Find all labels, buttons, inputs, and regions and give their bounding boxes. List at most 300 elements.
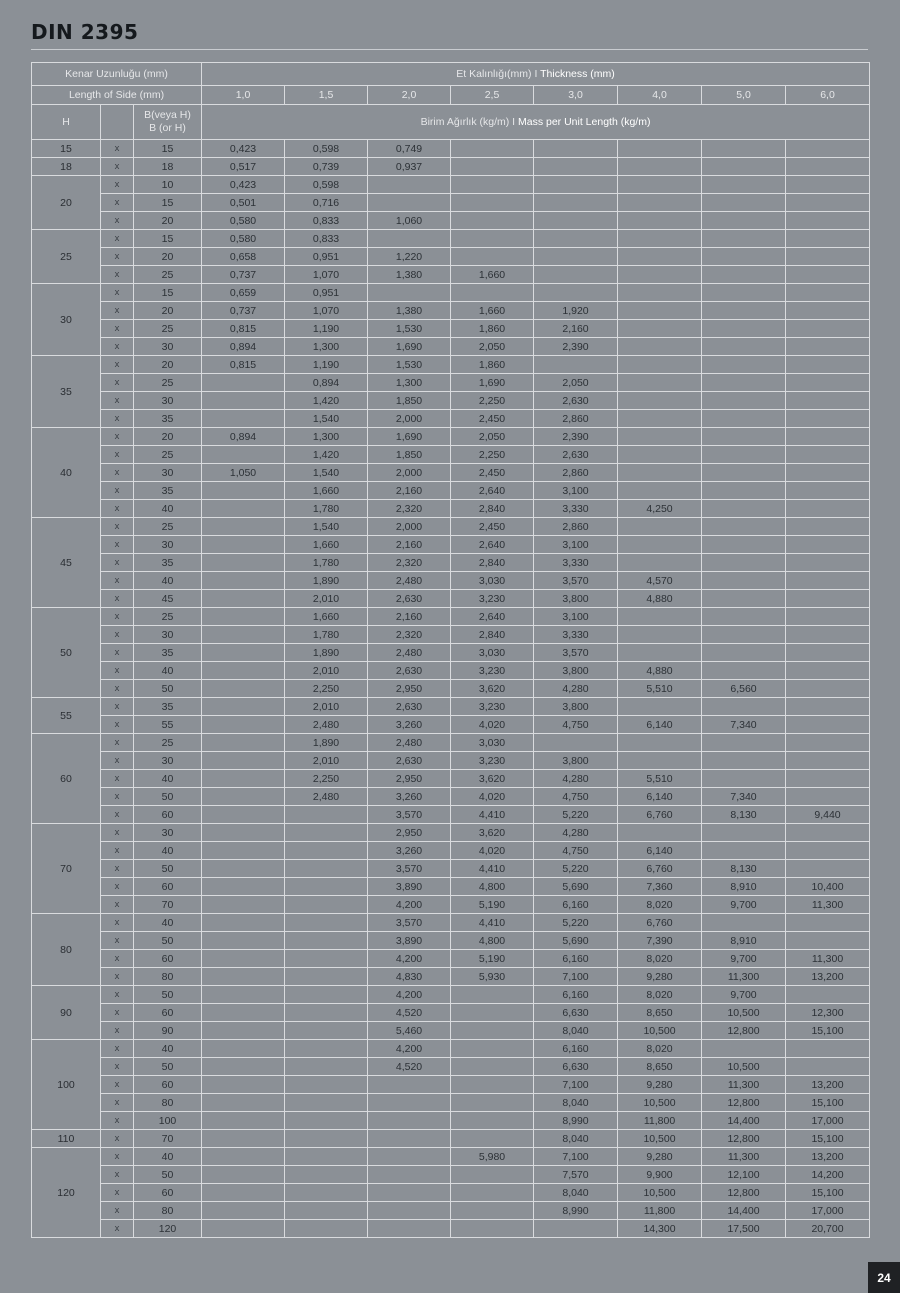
mass-value xyxy=(786,626,870,644)
mass-value: 3,620 xyxy=(451,824,534,842)
mass-value xyxy=(451,1166,534,1184)
mass-value: 11,800 xyxy=(618,1202,702,1220)
mass-value xyxy=(786,734,870,752)
mass-value xyxy=(786,554,870,572)
mass-value: 2,480 xyxy=(368,644,451,662)
mass-value xyxy=(285,824,368,842)
mass-value: 5,220 xyxy=(534,806,618,824)
mass-value xyxy=(202,500,285,518)
mass-value: 2,630 xyxy=(368,752,451,770)
mass-value: 1,070 xyxy=(285,302,368,320)
mass-value: 14,400 xyxy=(702,1112,786,1130)
mass-value xyxy=(202,1112,285,1130)
mass-value: 5,690 xyxy=(534,878,618,896)
mass-value: 1,690 xyxy=(451,374,534,392)
thickness-label-en: Thickness (mm) xyxy=(540,67,615,80)
mass-value: 1,660 xyxy=(285,608,368,626)
mass-value: 4,020 xyxy=(451,842,534,860)
table-row xyxy=(32,842,870,860)
mass-value xyxy=(451,248,534,266)
mass-value: 6,140 xyxy=(618,842,702,860)
table-row xyxy=(32,1130,870,1148)
mass-value xyxy=(702,140,786,158)
mass-value: 10,500 xyxy=(702,1058,786,1076)
times-sign: x xyxy=(101,1148,134,1166)
thickness-value: 4,0 xyxy=(618,86,702,105)
h-value: 15 xyxy=(32,140,101,158)
b-value: 30 xyxy=(134,824,202,842)
mass-value xyxy=(534,284,618,302)
mass-value: 0,951 xyxy=(285,248,368,266)
mass-value: 12,300 xyxy=(786,1004,870,1022)
mass-value: 6,760 xyxy=(618,914,702,932)
mass-value xyxy=(285,1112,368,1130)
table-row xyxy=(32,446,870,464)
mass-value xyxy=(618,428,702,446)
mass-value: 10,400 xyxy=(786,878,870,896)
b-value: 40 xyxy=(134,1148,202,1166)
mass-value: 5,220 xyxy=(534,914,618,932)
b-value: 60 xyxy=(134,1184,202,1202)
mass-value xyxy=(786,320,870,338)
mass-value xyxy=(618,464,702,482)
mass-value: 8,650 xyxy=(618,1058,702,1076)
mass-value xyxy=(786,482,870,500)
mass-value: 1,300 xyxy=(368,374,451,392)
column-h-header: H xyxy=(32,105,101,140)
mass-value xyxy=(618,392,702,410)
mass-value: 3,800 xyxy=(534,590,618,608)
mass-value xyxy=(534,140,618,158)
mass-value xyxy=(786,194,870,212)
mass-value: 1,780 xyxy=(285,554,368,572)
mass-value xyxy=(451,1058,534,1076)
thickness-header xyxy=(202,63,870,86)
mass-value: 10,500 xyxy=(618,1130,702,1148)
b-value: 15 xyxy=(134,140,202,158)
mass-label-en: Mass per Unit Length (kg/m) xyxy=(518,115,651,128)
times-sign: x xyxy=(101,914,134,932)
mass-value: 1,190 xyxy=(285,356,368,374)
times-sign: x xyxy=(101,554,134,572)
mass-value: 2,160 xyxy=(368,608,451,626)
page-number: 24 xyxy=(868,1262,900,1293)
mass-value: 2,640 xyxy=(451,482,534,500)
mass-value: 11,300 xyxy=(702,1076,786,1094)
mass-value xyxy=(202,1004,285,1022)
table-row xyxy=(32,1058,870,1076)
mass-value: 1,690 xyxy=(368,338,451,356)
times-sign: x xyxy=(101,896,134,914)
mass-value: 2,010 xyxy=(285,590,368,608)
mass-value: 1,860 xyxy=(451,356,534,374)
mass-value: 11,300 xyxy=(786,896,870,914)
mass-value: 2,630 xyxy=(534,446,618,464)
b-value: 25 xyxy=(134,446,202,464)
b-value: 90 xyxy=(134,1022,202,1040)
times-sign: x xyxy=(101,356,134,374)
mass-value xyxy=(368,1202,451,1220)
mass-value xyxy=(202,392,285,410)
mass-value: 0,739 xyxy=(285,158,368,176)
mass-value: 2,250 xyxy=(285,770,368,788)
b-value: 25 xyxy=(134,518,202,536)
mass-value xyxy=(285,1202,368,1220)
mass-value xyxy=(786,302,870,320)
mass-value xyxy=(451,140,534,158)
b-value: 40 xyxy=(134,662,202,680)
times-sign: x xyxy=(101,446,134,464)
times-sign: x xyxy=(101,230,134,248)
mass-value xyxy=(202,1184,285,1202)
mass-value xyxy=(702,248,786,266)
b-value: 18 xyxy=(134,158,202,176)
mass-value: 3,030 xyxy=(451,572,534,590)
mass-value xyxy=(618,608,702,626)
mass-value: 12,800 xyxy=(702,1022,786,1040)
mass-value: 2,160 xyxy=(368,482,451,500)
table-row xyxy=(32,698,870,716)
mass-value: 4,020 xyxy=(451,716,534,734)
mass-value xyxy=(618,320,702,338)
mass-value xyxy=(202,374,285,392)
times-sign: x xyxy=(101,482,134,500)
mass-value: 2,860 xyxy=(534,410,618,428)
mass-value xyxy=(451,1040,534,1058)
mass-value: 15,100 xyxy=(786,1130,870,1148)
mass-value: 2,000 xyxy=(368,410,451,428)
mass-value xyxy=(702,446,786,464)
mass-value xyxy=(368,1112,451,1130)
mass-value xyxy=(702,572,786,590)
mass-value xyxy=(202,1130,285,1148)
b-value: 60 xyxy=(134,806,202,824)
mass-value: 4,750 xyxy=(534,788,618,806)
h-value: 35 xyxy=(32,356,101,428)
mass-value: 2,630 xyxy=(368,698,451,716)
times-sign: x xyxy=(101,770,134,788)
mass-value: 7,570 xyxy=(534,1166,618,1184)
mass-value xyxy=(202,554,285,572)
table-row xyxy=(32,1094,870,1112)
mass-value: 3,620 xyxy=(451,680,534,698)
table-row xyxy=(32,932,870,950)
mass-value xyxy=(618,158,702,176)
table-row xyxy=(32,914,870,932)
mass-value: 3,570 xyxy=(368,806,451,824)
mass-value: 4,410 xyxy=(451,914,534,932)
mass-value xyxy=(285,860,368,878)
mass-value xyxy=(786,824,870,842)
mass-value xyxy=(285,806,368,824)
mass-value: 5,460 xyxy=(368,1022,451,1040)
b-value: 80 xyxy=(134,1094,202,1112)
mass-value xyxy=(202,806,285,824)
mass-value: 4,830 xyxy=(368,968,451,986)
table-row xyxy=(32,158,870,176)
table-row xyxy=(32,806,870,824)
mass-value: 0,833 xyxy=(285,212,368,230)
h-value: 110 xyxy=(32,1130,101,1148)
mass-value: 1,190 xyxy=(285,320,368,338)
mass-value: 0,423 xyxy=(202,140,285,158)
column-b-header-line2: B (or H) xyxy=(149,122,186,134)
mass-value: 0,937 xyxy=(368,158,451,176)
mass-value xyxy=(786,518,870,536)
mass-value: 3,030 xyxy=(451,734,534,752)
mass-value: 15,100 xyxy=(786,1094,870,1112)
table-row xyxy=(32,1022,870,1040)
mass-value xyxy=(202,1148,285,1166)
times-sign: x xyxy=(101,1040,134,1058)
table-row xyxy=(32,140,870,158)
b-value: 100 xyxy=(134,1112,202,1130)
mass-value xyxy=(534,230,618,248)
mass-value xyxy=(618,554,702,572)
mass-value: 3,330 xyxy=(534,626,618,644)
mass-value: 4,200 xyxy=(368,986,451,1004)
mass-value: 8,040 xyxy=(534,1184,618,1202)
mass-value xyxy=(202,788,285,806)
mass-value: 2,250 xyxy=(451,446,534,464)
mass-value xyxy=(786,932,870,950)
mass-value xyxy=(786,1040,870,1058)
mass-value: 0,716 xyxy=(285,194,368,212)
b-value: 40 xyxy=(134,770,202,788)
mass-value xyxy=(702,500,786,518)
mass-value: 10,500 xyxy=(618,1094,702,1112)
mass-value xyxy=(202,698,285,716)
mass-value xyxy=(702,824,786,842)
column-b-header-line1: B(veya H) xyxy=(144,109,191,121)
mass-value: 1,660 xyxy=(451,266,534,284)
mass-value xyxy=(451,194,534,212)
thickness-label-tr: Et Kalınlığı(mm) xyxy=(456,67,532,80)
table-row xyxy=(32,338,870,356)
mass-value xyxy=(702,284,786,302)
mass-value xyxy=(618,302,702,320)
mass-value xyxy=(702,734,786,752)
mass-value: 5,220 xyxy=(534,860,618,878)
mass-value: 3,800 xyxy=(534,698,618,716)
mass-value: 0,737 xyxy=(202,266,285,284)
mass-value xyxy=(618,248,702,266)
mass-value: 2,050 xyxy=(451,338,534,356)
mass-value: 13,200 xyxy=(786,1148,870,1166)
b-value: 20 xyxy=(134,302,202,320)
mass-value: 2,250 xyxy=(451,392,534,410)
mass-value: 0,598 xyxy=(285,176,368,194)
mass-value xyxy=(618,536,702,554)
mass-value xyxy=(786,140,870,158)
mass-value: 8,130 xyxy=(702,806,786,824)
h-value: 55 xyxy=(32,698,101,734)
mass-value xyxy=(786,770,870,788)
mass-value: 14,400 xyxy=(702,1202,786,1220)
mass-value xyxy=(786,500,870,518)
mass-value: 2,320 xyxy=(368,554,451,572)
mass-value: 1,380 xyxy=(368,266,451,284)
mass-value: 0,423 xyxy=(202,176,285,194)
mass-value: 0,894 xyxy=(285,374,368,392)
mass-value: 0,749 xyxy=(368,140,451,158)
mass-value: 2,010 xyxy=(285,698,368,716)
b-value: 60 xyxy=(134,1076,202,1094)
mass-value: 9,900 xyxy=(618,1166,702,1184)
mass-value: 4,800 xyxy=(451,932,534,950)
mass-value xyxy=(786,716,870,734)
h-value: 70 xyxy=(32,824,101,914)
mass-value: 9,700 xyxy=(702,950,786,968)
mass-value: 9,700 xyxy=(702,986,786,1004)
mass-value xyxy=(285,986,368,1004)
mass-value xyxy=(368,194,451,212)
b-value: 50 xyxy=(134,1058,202,1076)
mass-value: 5,690 xyxy=(534,932,618,950)
mass-value xyxy=(202,680,285,698)
table-row xyxy=(32,1184,870,1202)
mass-value xyxy=(786,698,870,716)
mass-value: 6,630 xyxy=(534,1004,618,1022)
mass-value: 9,280 xyxy=(618,1148,702,1166)
times-sign: x xyxy=(101,590,134,608)
mass-value xyxy=(368,176,451,194)
times-sign: x xyxy=(101,680,134,698)
mass-value: 5,930 xyxy=(451,968,534,986)
mass-value xyxy=(618,356,702,374)
times-sign: x xyxy=(101,734,134,752)
mass-value xyxy=(202,1022,285,1040)
times-sign: x xyxy=(101,986,134,1004)
mass-value xyxy=(702,266,786,284)
mass-value xyxy=(451,1022,534,1040)
mass-value xyxy=(368,1220,451,1238)
mass-value: 1,780 xyxy=(285,500,368,518)
mass-value: 6,160 xyxy=(534,950,618,968)
mass-value xyxy=(202,770,285,788)
mass-value: 1,540 xyxy=(285,464,368,482)
mass-value xyxy=(202,572,285,590)
mass-value: 4,520 xyxy=(368,1004,451,1022)
mass-value xyxy=(786,428,870,446)
table-row xyxy=(32,878,870,896)
mass-value xyxy=(534,158,618,176)
mass-value: 2,160 xyxy=(534,320,618,338)
mass-value xyxy=(786,410,870,428)
mass-value xyxy=(202,446,285,464)
mass-value xyxy=(451,1094,534,1112)
times-sign: x xyxy=(101,266,134,284)
mass-value: 12,800 xyxy=(702,1130,786,1148)
mass-value xyxy=(786,536,870,554)
mass-value xyxy=(534,212,618,230)
mass-value: 2,320 xyxy=(368,500,451,518)
mass-value xyxy=(786,248,870,266)
times-sign: x xyxy=(101,1166,134,1184)
table-row xyxy=(32,1166,870,1184)
mass-header xyxy=(202,105,870,140)
mass-value: 0,517 xyxy=(202,158,285,176)
table-row xyxy=(32,536,870,554)
thickness-value: 3,0 xyxy=(534,86,618,105)
mass-value: 9,700 xyxy=(702,896,786,914)
mass-value xyxy=(618,176,702,194)
b-value: 40 xyxy=(134,500,202,518)
mass-value: 8,020 xyxy=(618,986,702,1004)
mass-value xyxy=(202,752,285,770)
mass-table xyxy=(31,62,870,1238)
mass-value xyxy=(202,824,285,842)
mass-value xyxy=(618,644,702,662)
table-row xyxy=(32,788,870,806)
mass-value xyxy=(702,482,786,500)
mass-value: 9,440 xyxy=(786,806,870,824)
b-value: 20 xyxy=(134,428,202,446)
mass-value xyxy=(202,410,285,428)
mass-value: 2,860 xyxy=(534,518,618,536)
mass-value xyxy=(285,914,368,932)
mass-value xyxy=(285,968,368,986)
mass-value xyxy=(618,194,702,212)
mass-value xyxy=(451,284,534,302)
h-value: 60 xyxy=(32,734,101,824)
times-sign: x xyxy=(101,644,134,662)
mass-value xyxy=(202,608,285,626)
mass-value: 3,230 xyxy=(451,662,534,680)
mass-value: 13,200 xyxy=(786,1076,870,1094)
mass-value: 5,980 xyxy=(451,1148,534,1166)
mass-value xyxy=(451,212,534,230)
mass-value xyxy=(702,176,786,194)
table-row xyxy=(32,482,870,500)
mass-value: 2,320 xyxy=(368,626,451,644)
mass-value: 1,660 xyxy=(451,302,534,320)
mass-value xyxy=(786,986,870,1004)
mass-value: 1,420 xyxy=(285,392,368,410)
times-sign: x xyxy=(101,824,134,842)
mass-value: 1,690 xyxy=(368,428,451,446)
mass-value: 1,890 xyxy=(285,734,368,752)
times-sign: x xyxy=(101,194,134,212)
mass-value: 3,330 xyxy=(534,554,618,572)
times-sign: x xyxy=(101,932,134,950)
mass-value xyxy=(368,1166,451,1184)
mass-value: 10,500 xyxy=(702,1004,786,1022)
mass-value xyxy=(786,392,870,410)
mass-value xyxy=(202,950,285,968)
mass-value: 7,100 xyxy=(534,968,618,986)
mass-value: 4,750 xyxy=(534,716,618,734)
mass-value xyxy=(786,860,870,878)
mass-value xyxy=(618,266,702,284)
mass-value xyxy=(202,518,285,536)
mass-value xyxy=(786,230,870,248)
times-sign: x xyxy=(101,176,134,194)
table-row xyxy=(32,392,870,410)
mass-value xyxy=(786,644,870,662)
table-row xyxy=(32,374,870,392)
mass-value xyxy=(618,626,702,644)
mass-value xyxy=(786,752,870,770)
mass-value xyxy=(368,1130,451,1148)
mass-value xyxy=(786,464,870,482)
times-sign: x xyxy=(101,1004,134,1022)
table-row xyxy=(32,194,870,212)
b-value: 60 xyxy=(134,878,202,896)
mass-value: 15,100 xyxy=(786,1184,870,1202)
times-sign: x xyxy=(101,1022,134,1040)
mass-value xyxy=(786,662,870,680)
